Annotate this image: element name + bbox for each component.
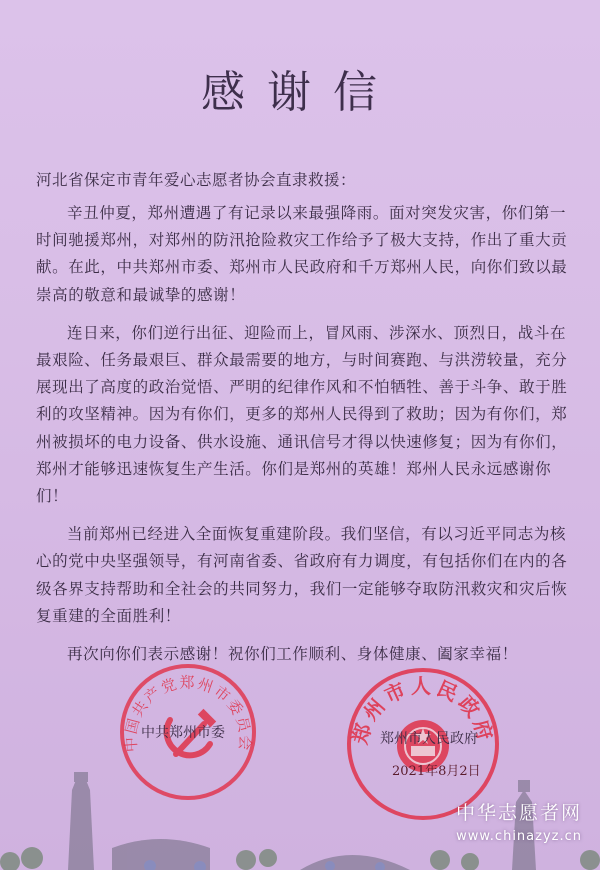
paragraph: 再次向你们表示感谢！祝你们工作顺利、身体健康、阖家幸福！ [67,645,518,664]
signature-party: 中共郑州市委 [141,725,225,741]
left-tower-icon [68,780,94,870]
paragraph: 连日来，你们逆行出征、迎险而上，冒风雨、涉深水、顶烈日，战斗在最艰险、任务最艰巨、群众最需要的地方，与时间赛跑、与洪涝较量，充分展现出了高度的政治觉悟、严明的纪律作风和不怕牺牲、善于斗争、敢于胜利的攻坚精神。因为有你们，更多的郑州人民得到了救助；因为有你们，郑州被损坏的电力设备、供水设施、通讯信号才得以快速修复；因为有你们，郑州才能够迅速恢复生产生活。你们是郑州的英雄！郑州人民永远感谢你们！ [36,323,568,506]
paragraph: 辛丑仲夏，郑州遭遇了有记录以来最强降雨。面对突发灾害，你们第一时间驰援郑州，对郑州的防汛抢险救灾工作给予了极大支持，作出了重大贡献。在此，中共郑州市委、郑州市人民政府和千万郑州人民，向你们致以最崇高的敬意和最诚挚的感谢！ [36,204,568,304]
signature-date: 2021年8月2日 [392,764,481,779]
site-watermark [456,798,582,844]
watermark-name: 中华志愿者网 [455,802,582,824]
dome-icon [300,855,410,870]
government-seal-ring-text: 郑州市人民政府 [347,674,499,747]
salutation: 河北省保定市青年爱心志愿者协会直隶救援： [36,171,357,189]
letter-title: 感谢信 [201,67,399,118]
signature-government: 郑州市人民政府 [380,731,478,747]
letter-body [36,200,568,679]
party-seal-ring-text: 中国共产党郑州市委员会 [121,673,255,753]
paragraph: 当前郑州已经进入全面恢复重建阶段。我们坚信，有以习近平同志为核心的党中央坚强领导，有河南省委、省政府有力调度，有包括你们在内的各级各界支持帮助和全社会的共同努力，我们一定能够夺取防汛救灾和灾后恢复重建的全面胜利！ [36,525,568,625]
watermark-url: www.chinazyz.cn [456,829,582,844]
